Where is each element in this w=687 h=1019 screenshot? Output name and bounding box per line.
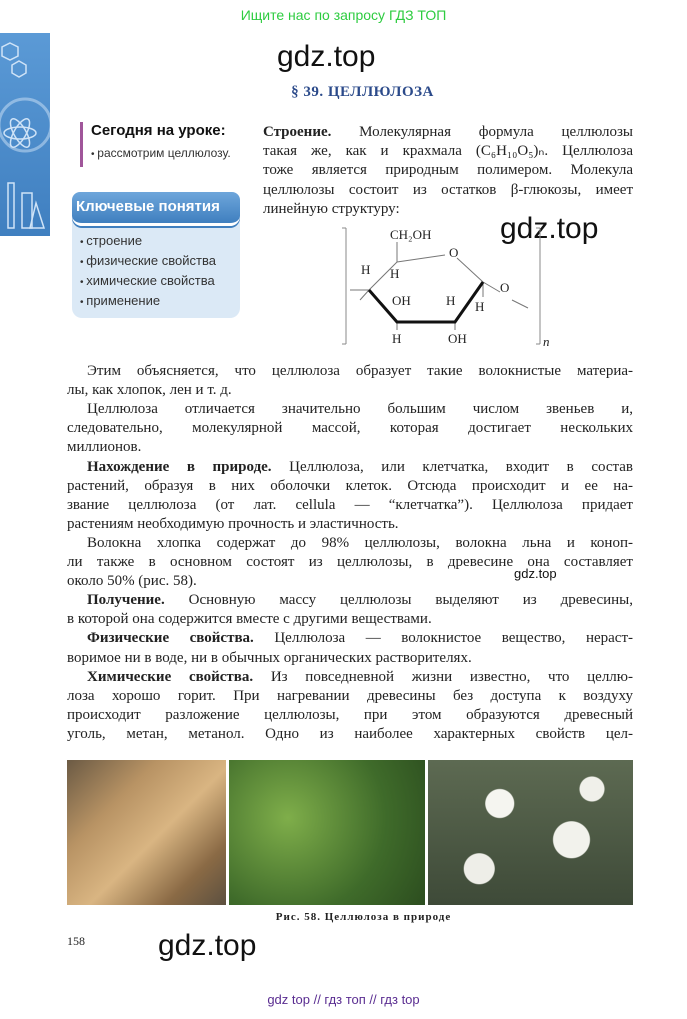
figure-caption xyxy=(0,911,687,923)
link-oxygen: O xyxy=(500,280,510,295)
section-heading: Получение. xyxy=(87,592,165,609)
text-line xyxy=(67,668,633,687)
h-label: H xyxy=(446,293,456,308)
ring-oxygen: O xyxy=(449,245,459,260)
page-number: 158 xyxy=(67,934,85,948)
text-line xyxy=(67,438,633,457)
today-lesson-box xyxy=(80,122,231,167)
line-text: линейную структуру: xyxy=(263,200,400,217)
text-line xyxy=(67,362,633,381)
text-line xyxy=(67,725,633,744)
key-concept-item: • физические свойства xyxy=(80,253,240,273)
watermark: gdz.top xyxy=(158,929,257,962)
oh-label: OH xyxy=(448,331,467,346)
chemistry-icons xyxy=(0,33,50,236)
text-line xyxy=(263,142,633,161)
line-text: около 50% (рис. 58). xyxy=(67,573,197,590)
text-line xyxy=(263,123,633,142)
line-text: Целлюлоза — волокнистое вещество, нераст- xyxy=(253,630,633,647)
key-concepts-heading: Ключевые понятия xyxy=(72,192,240,226)
text-line xyxy=(67,591,633,610)
oh-label: OH xyxy=(392,293,411,308)
caption-label: Рис. 58. xyxy=(275,911,321,923)
text-line xyxy=(263,181,633,200)
section-heading: Строение. xyxy=(263,124,332,140)
text-line xyxy=(67,629,633,648)
line-text: тоже является природным полимером. Молекула xyxy=(263,162,633,179)
footer-links: gdz top // гдз топ // гдз top xyxy=(267,992,420,1007)
watermark: gdz.top xyxy=(514,566,557,581)
section-heading: Нахождение в природе. xyxy=(87,458,272,475)
text-line xyxy=(67,534,633,553)
line-text: такая же, как и крахмала (C₆H₁₀O₅)ₙ. Целлюлоза xyxy=(263,143,633,160)
line-text: уголь, метан, метанол. Одно из наиболее характерных свойств цел- xyxy=(67,725,633,742)
line-text: Целлюлоза отличается значительно большим числом звеньев и, xyxy=(87,401,633,418)
section-heading: Химические свойства. xyxy=(87,668,254,685)
line-text: лоза хорошо горит. При нагревании древесины без доступа к воздуху xyxy=(67,687,633,704)
line-text: растений, образуя в них оболочки клеток. Отсюда происходит и ее на- xyxy=(67,477,633,494)
text-line xyxy=(67,477,633,496)
key-concept-item: • применение xyxy=(80,293,240,313)
line-text: растениям необходимую прочность и эластичность. xyxy=(67,515,399,532)
photo-hemp-plants xyxy=(229,760,425,905)
text-line xyxy=(67,419,633,438)
text-line xyxy=(67,515,633,534)
text-line xyxy=(67,649,633,668)
line-text: целлюлозы состоит из остатков β-глюкозы, имеет xyxy=(263,181,633,198)
text-line xyxy=(67,400,633,419)
photo-logs xyxy=(67,760,226,905)
line-text: воримое ни в воде, ни в обычных органических растворителях. xyxy=(67,649,472,666)
text-line xyxy=(67,496,633,515)
line-text: Из повседневной жизни известно, что целлю- xyxy=(253,668,633,685)
line-text: Волокна хлопка содержат до 98% целлюлозы, волокна льна и коноп- xyxy=(87,534,633,551)
line-text: Целлюлоза, или клетчатка, входит в состав xyxy=(271,458,633,475)
line-text: происходит разложение целлюлозы, при этом образуются древесный xyxy=(67,706,633,723)
line-text: миллионов. xyxy=(67,439,142,456)
line-text: следовательно, молекулярной массой, которая достигает нескольких xyxy=(67,420,633,437)
chapter-illustration-strip xyxy=(0,33,50,236)
line-text: ли также в основном состоят из целлюлозы, в древесине она составляет xyxy=(67,554,633,570)
line-text: лы, как хлопок, лен и т. д. xyxy=(67,382,232,399)
text-line xyxy=(67,610,633,629)
today-item: • рассмотрим целлюлозу. xyxy=(91,146,231,160)
h-label: H xyxy=(390,266,400,281)
page-title: § 39. ЦЕЛЛЮЛОЗА xyxy=(291,84,434,100)
today-heading: Сегодня на уроке: xyxy=(91,122,226,139)
text-line xyxy=(263,161,633,180)
line-text: в которой она содержится вместе с другими веществами. xyxy=(67,611,432,628)
key-concepts-box xyxy=(72,192,240,318)
watermark: gdz.top xyxy=(277,40,376,73)
key-concept-item: • строение xyxy=(80,233,240,253)
text-line xyxy=(67,706,633,725)
n-subscript: n xyxy=(543,334,550,349)
photo-cotton xyxy=(428,760,633,905)
text-line xyxy=(67,458,633,477)
section-heading: Физические свойства. xyxy=(87,630,254,647)
h-label: H xyxy=(475,299,485,314)
text-line xyxy=(67,381,633,400)
ch2oh-label: CH₂OH xyxy=(390,227,432,242)
line-text: звание целлюлоза (от лат. cellula — “клетчатка”). Целлюлоза придает xyxy=(67,496,633,513)
line-text: Основную массу целлюлозы выделяют из древесины, xyxy=(164,592,633,609)
line-text: Этим объясняется, что целлюлоза образует такие волокнистые материа- xyxy=(87,363,633,379)
key-concept-item: • химические свойства xyxy=(80,273,240,293)
search-banner: Ищите нас по запросу ГДЗ ТОП xyxy=(240,7,447,23)
caption-text: Целлюлоза в природе xyxy=(320,911,452,923)
h-label: H xyxy=(361,262,371,277)
h-label: H xyxy=(392,331,402,346)
text-line xyxy=(67,687,633,706)
line-text: Молекулярная формула целлюлозы xyxy=(331,124,633,140)
watermark: gdz.top xyxy=(500,212,599,245)
cellulose-structure-formula xyxy=(340,222,560,352)
